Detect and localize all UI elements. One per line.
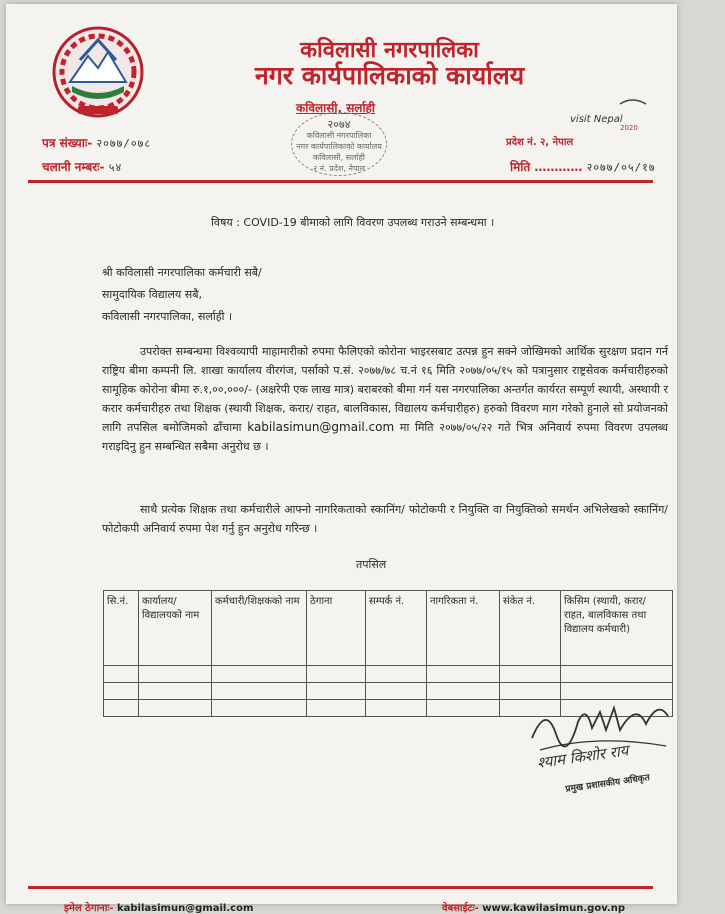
stamp-line-3: कविलासी, सर्लाही — [313, 153, 365, 162]
recipient-line-3: कविलासी नगरपालिका, सर्लाही । — [102, 310, 233, 323]
office-stamp — [291, 112, 387, 176]
footer-divider — [28, 886, 653, 889]
body-paragraph-1 — [102, 342, 668, 456]
signature-icon — [526, 694, 676, 784]
para1-text: उपरोक्त सम्बन्धमा विश्वव्यापी माहामारीको रुपमा फैलिएको कोरोना भाइरसबाट उत्पन्न हुन सक्ने जोखिमको आर्थिक सुरक्षण प्रदान गर्न राष्ट्रिय बीमा कम्पनी लि. शाखा कार्यालय वीरगंज, पर्साको प.सं. २०७७/७८ च.नं १६ मिति २०७७/०५/१५ को पत्रानुसार राष्ट्रसेवक कर्मचारीहरुको सामूहिक कोरोना बीमा रु.१,००,०००/- (अक्षरेपी एक लाख मात्र) बराबरको बीमा गर्न यस नगरपालिका अन्तर्गत कार्यरत सम्पूर्ण स्थायी, अस्थायी र करार कर्मचारीहरु तथा शिक्षक (स्थायी शिक्षक, करार/ राहत, बालविकास, विद्यालय कर्मचारीहरु) हरुको विवरण माग गरेको हुनाले सो प्रयोजनको लागि तपसिल बमोजिमको ढाँचामा — [102, 345, 668, 434]
signature-name: श्याम किशोर राय — [536, 741, 630, 772]
office-name: नगर कार्यपालिकाको कार्यालय — [254, 61, 525, 90]
col-serial: सि.नं. — [104, 591, 139, 666]
date-value: २०७७/०५/१७ — [586, 161, 656, 174]
dispatch-label: चलानी नम्बरः- — [42, 160, 105, 174]
date-label: मिति — [510, 160, 531, 174]
dispatch-value: ५४ — [108, 161, 123, 174]
dispatch-number — [42, 158, 122, 175]
municipality-name: कविलासी नगरपालिका — [300, 38, 479, 63]
table-header-row — [104, 591, 673, 666]
visit-nepal-logo-icon — [568, 96, 652, 132]
stamp-line-4: २ नं. प्रदेश, नेपाल — [312, 164, 366, 173]
col-citizenship: नागरिकता नं. — [427, 591, 500, 666]
para1-text-end: मा मिति २०७७/०५/२२ गते भित्र अनिवार्य रुपमा विवरण उपलब्ध गराइदिनु हुन सम्बन्धित सबैमा अनुरोध छ । — [102, 421, 669, 453]
footer-web-label: वेबसाईटः- — [442, 903, 479, 914]
svg-text:2020: 2020 — [620, 124, 638, 132]
footer-email-value[interactable]: kabilasimun@gmail.com — [116, 903, 254, 914]
recipient-line-2: सामुदायिक विद्यालय सबै, — [102, 288, 203, 301]
body-paragraph-2: साथै प्रत्येक शिक्षक तथा कर्मचारीले आफ्नो नागरिकताको स्कानिंग/ फोटोकपी र नियुक्ति वा नियुक्तिको समर्थन अभिलेखको स्कानिंग/ फोटोकपी अनिवार्य रुपमा पेश गर्नु हुन अनुरोध गरिन्छ । — [102, 503, 668, 535]
footer-email — [64, 900, 253, 914]
col-office: कार्यालय/ विद्यालयको नाम — [139, 591, 212, 666]
signatory-designation: प्रमुख प्रशासकीय अधिकृत — [564, 773, 651, 795]
recipient-line-1: श्री कविलासी नगरपालिका कर्मचारी सबै/ — [102, 266, 262, 279]
footer-website — [442, 900, 625, 914]
col-code: संकेत नं. — [500, 591, 561, 666]
col-contact: सम्पर्क नं. — [366, 591, 427, 666]
stamp-line-2: नगर कार्यपालिकाको कार्यालय — [296, 142, 382, 151]
ref-label: पत्र संख्याः- — [42, 136, 93, 150]
letter-subject: विषय : COVID-19 बीमाको लागि विवरण उपलब्ध गराउने सम्बन्धमा । — [211, 216, 495, 229]
col-address: ठेगाना — [307, 591, 366, 666]
stamp-year: २०७४ — [327, 118, 351, 131]
schedule-heading: तपसिल — [356, 558, 387, 571]
office-place: कविलासी, सर्लाही — [296, 101, 376, 115]
col-type: किसिम (स्थायी, करार/ राहत, बालविकास तथा विद्यालय कर्मचारी) — [561, 591, 673, 666]
contact-email[interactable]: kabilasimun@gmail.com — [247, 420, 395, 434]
header-divider — [28, 180, 653, 183]
footer-email-label: इमेल ठेगानाः- — [64, 903, 114, 914]
stamp-line-1: कविलासी नगरपालिका — [306, 131, 372, 140]
ref-number — [42, 134, 151, 151]
letter-page — [6, 4, 677, 914]
ref-value: २०७७/०७८ — [96, 137, 152, 150]
svg-text:visit Nepal: visit Nepal — [570, 114, 623, 125]
province-label: प्रदेश नं. २, नेपाल — [506, 137, 574, 148]
date-line: मिति ………… २०७७/०५/१७ — [510, 160, 656, 174]
col-employee: कर्मचारी/शिक्षकको नाम — [212, 591, 307, 666]
footer-web-value[interactable]: www.kawilasimun.gov.np — [482, 903, 625, 914]
table-row — [104, 666, 673, 683]
